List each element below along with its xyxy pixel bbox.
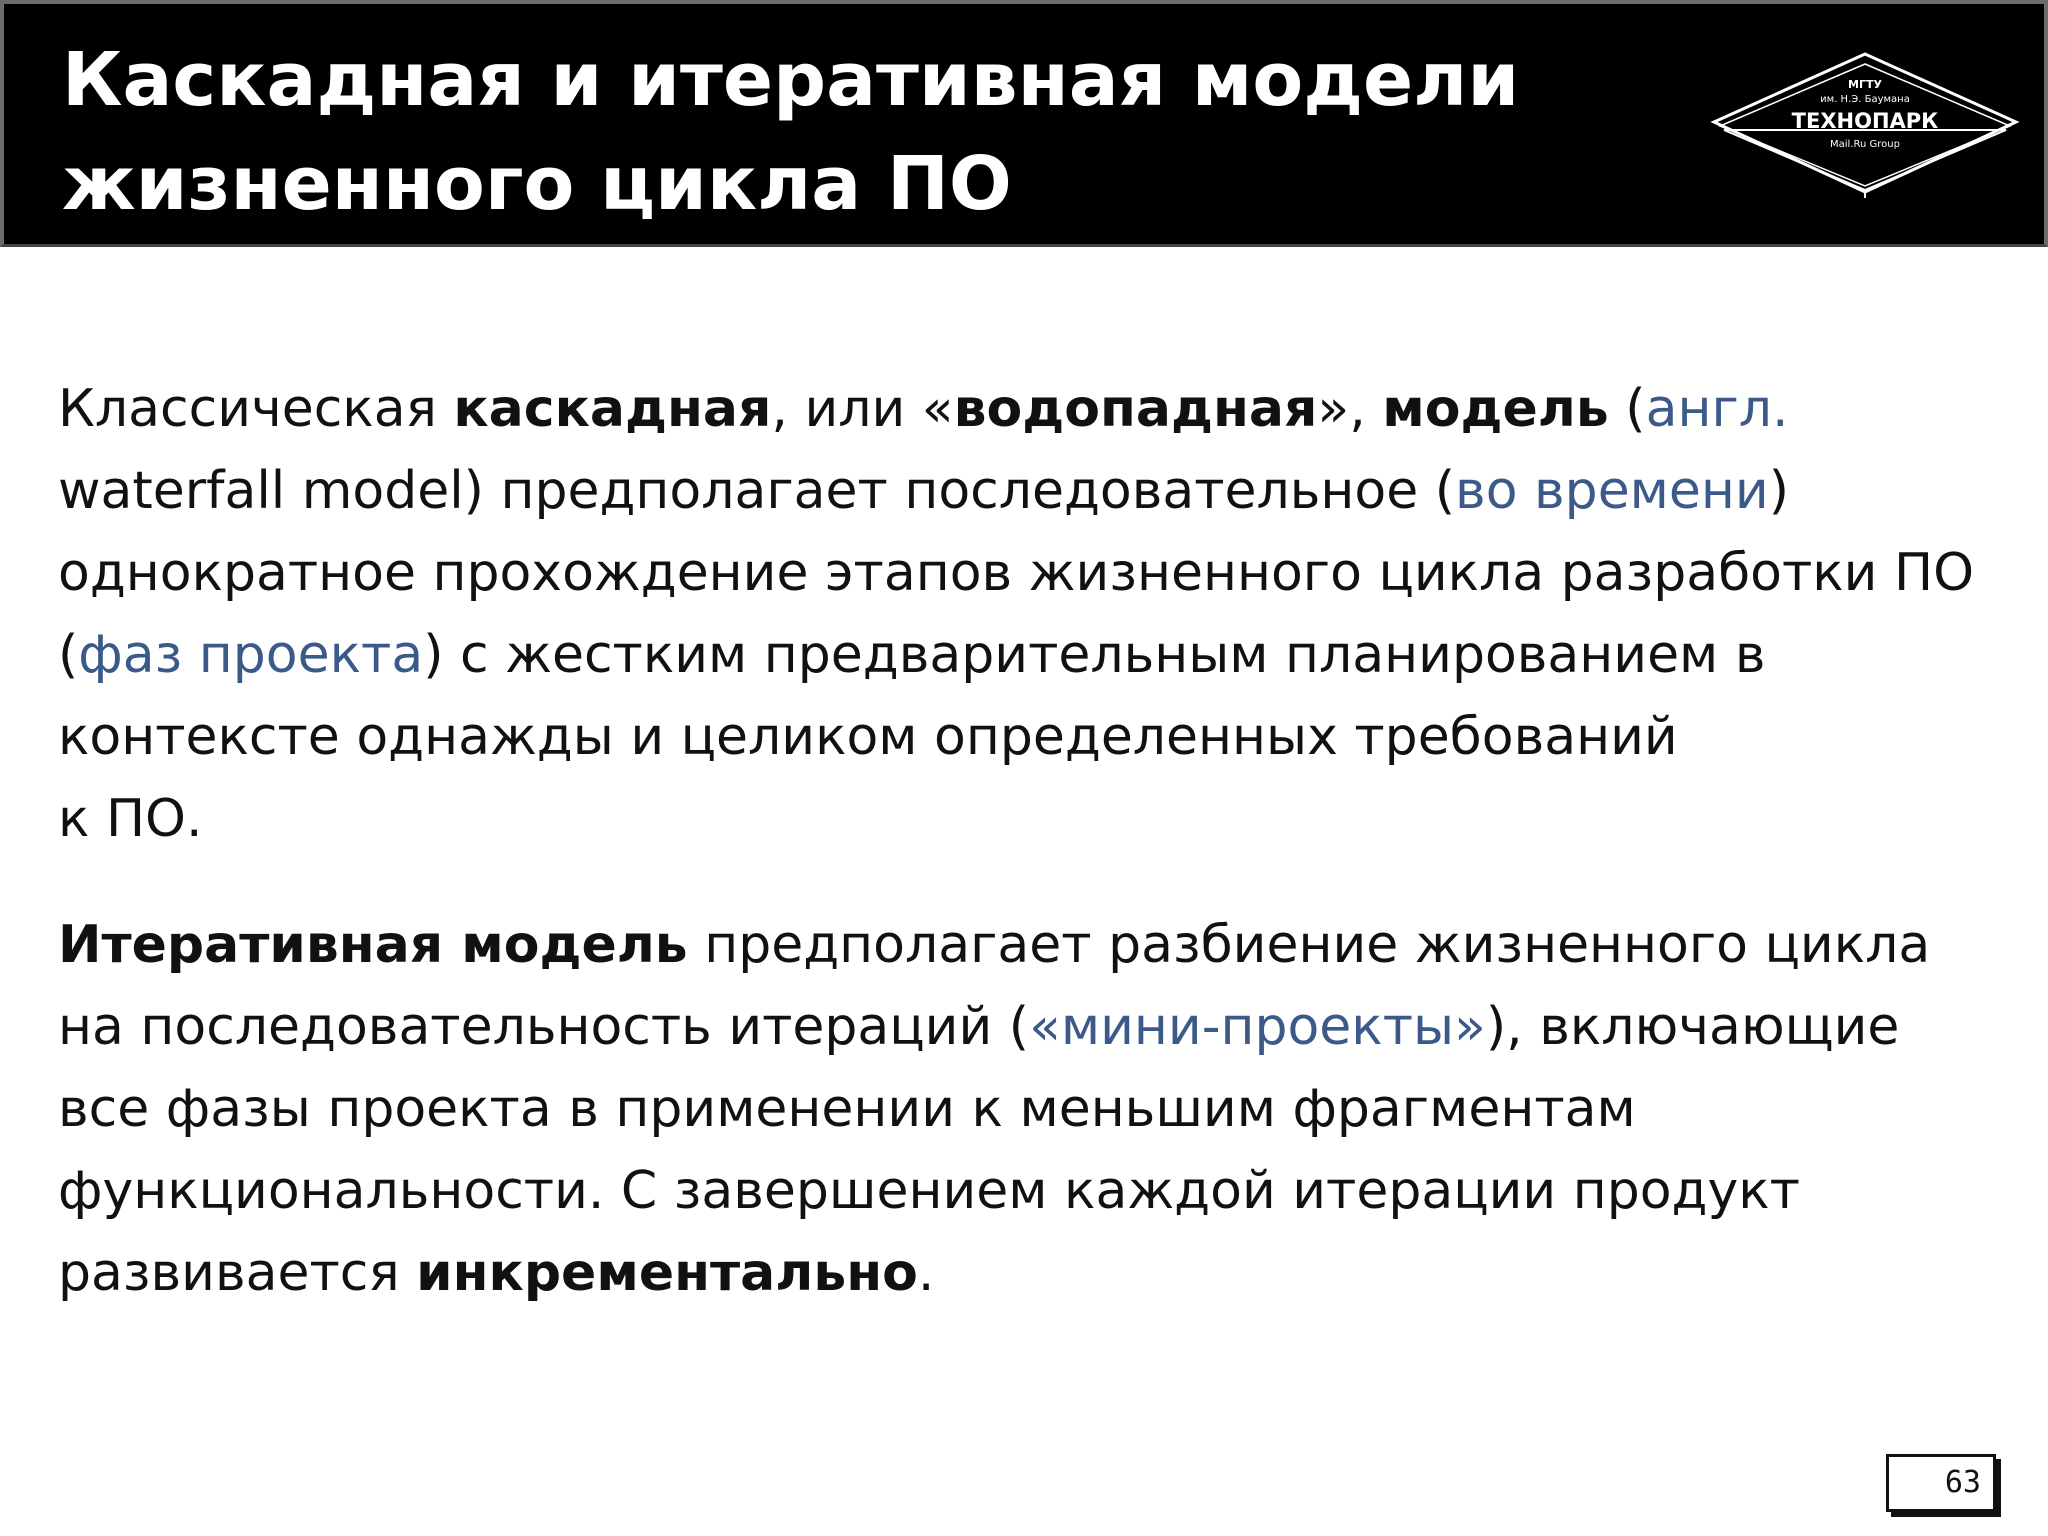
- text-span: (: [1608, 379, 1646, 439]
- bold-term-incremental: инкрементально: [416, 1243, 918, 1303]
- link-english[interactable]: англ.: [1645, 379, 1789, 439]
- text-span: waterfall model) предполагает последовательное (: [58, 461, 1456, 521]
- slide-title: [62, 28, 1622, 236]
- text-span: »,: [1317, 379, 1383, 439]
- text-span: , или «: [771, 379, 954, 439]
- text-span: к ПО.: [58, 789, 203, 849]
- text-span: ), включающие все фазы проекта в применении к меньшим фрагментам функциональности. С завершением каждой итерации продукт развивается: [58, 997, 1900, 1303]
- page-number: 63: [1886, 1454, 1996, 1512]
- bold-term-iterative-model: Итеративная модель: [58, 915, 688, 975]
- text-span: Классическая: [58, 379, 454, 439]
- paragraph-iterative: [58, 904, 1998, 1314]
- logo-line-4: Mail.Ru Group: [1830, 139, 1900, 150]
- bold-term-cascade: каскадная: [453, 379, 772, 439]
- slide-header: [0, 0, 2048, 247]
- link-in-time[interactable]: во времени: [1455, 461, 1769, 521]
- text-span: ) с жестким предварительным планированием в контексте однажды и целиком определенных требований: [58, 625, 1766, 767]
- slide-title-line-1: Каскадная и итеративная модели: [62, 37, 1520, 123]
- technopark-logo: [1710, 50, 2020, 200]
- slide-title-line-2: жизненного цикла ПО: [62, 141, 1012, 227]
- link-mini-projects[interactable]: «мини-проекты»: [1029, 997, 1486, 1057]
- bold-term-model: модель: [1382, 379, 1609, 439]
- logo-line-2: им. Н.Э. Баумана: [1820, 94, 1910, 105]
- logo-line-1: МГТУ: [1848, 78, 1882, 91]
- text-span: .: [917, 1243, 935, 1303]
- link-project-phases[interactable]: фаз проекта: [78, 625, 424, 685]
- slide-body: [58, 368, 1998, 1314]
- logo-line-3: ТЕХНОПАРК: [1791, 109, 1939, 133]
- bold-term-waterfall: водопадная: [953, 379, 1318, 439]
- text-span: предполагает разбиение жизненного цикла на последовательность итераций (: [58, 915, 1931, 1057]
- paragraph-waterfall: [58, 368, 1998, 860]
- text-span: ) однократное прохождение этапов жизненного цикла разработки ПО (: [58, 461, 1975, 685]
